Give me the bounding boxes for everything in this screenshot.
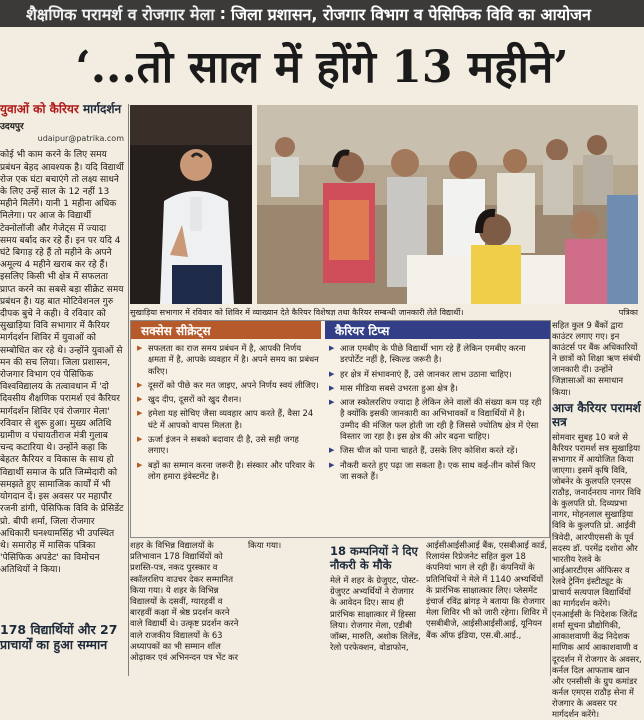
felicitation-text: शहर के विभिन्न विद्यालयों के प्रतिभावान 178 विद्यार्थियों को प्रशस्ति-पत्र, नकद पुरस्कार व स्कॉलरशिप वाउचर देकर सम्मानित किया गया। ये शहर के विभिन्न विद्यालयों के दसवीं, ग्यारहवीं व बारहवीं कक्षा में श्रेष्ठ प्रदर्शन करने वाले विद्यार्थी थे। उत्कृष्ट प्रदर्शन करने वाले राजकीय विद्यालयों के 63 अध्यापकों का भी सम्मान शॉल ओढ़ाकर एवं अभिनन्दन पत्र भेंट कर xyxy=(130,540,239,663)
column-divider xyxy=(550,320,551,676)
companies-text: मेले में शहर के ग्रेजुएट, पोस्ट-ग्रेजुएट अभ्यर्थियों ने रोजगार के आवेदन दिए। साथ ही प्रारंभिक साक्षात्कार में हिस्सा लिया। रोजगार मेला, एडीबी जॉब्स, मारुति, अशोक लिलेंड, रेलो परफेक्शन, वोडाफोन, xyxy=(330,575,421,653)
list-item: ▶ बड़ों का सम्मान करना जरूरी है। संस्कार और परिवार के लोग हमारा इंवेस्टमेंट है। xyxy=(137,460,319,483)
caption-text: सुखाड़िया सभागार में रविवार को शिविर में व्याख्यान देते कैरियर विशेषज्ञ तथा कैरियर सम्बन्धी जानकारी लेते विद्यार्थी। xyxy=(130,307,464,317)
list-item: ▶ जिस चीज को पाना चाहते हैं, उसके लिए कोशिश करते रहें। xyxy=(329,445,545,456)
list-item: ▶ सफलता का राज समय प्रबंधन में है, आपकी निर्णय क्षमता में है, आपके व्यवहार में है। अपने समय का प्रबंधन करिए। xyxy=(137,343,319,377)
banner-event-title: शैक्षणिक परामर्श व रोजगार मेला xyxy=(26,4,215,24)
headline: ‘...तो साल में होंगे 13 महीने’ xyxy=(75,42,569,93)
list-item: ▶ मास मीडिया सबसे उभरता हुआ क्षेत्र है। xyxy=(329,383,545,394)
students-photo-illustration xyxy=(257,105,638,304)
kicker-rest: मार्गदर्शन xyxy=(82,102,122,116)
banner-separator: : xyxy=(219,4,226,23)
list-item: ▶ ऊर्जा इंजन ने सबको बदावार दी है, उसे सही जगह लगाए। xyxy=(137,434,319,457)
speaker-photo-illustration xyxy=(130,105,252,304)
dateline: उदयपुर xyxy=(0,122,24,132)
list-item: ▶ हमेशा यह सोचिए जैसा व्यवहार आप करते हैं, वैसा 24 घंटे में आपको वापस मिलता है। xyxy=(137,408,319,431)
tips-box xyxy=(130,320,550,538)
career-tips-heading: कैरियर टिप्स xyxy=(325,321,551,339)
counselling-session-subheading: आज कैरियर परामर्श सत्र xyxy=(552,400,641,429)
list-item: ▶ हर क्षेत्र में संभावनाएं हैं, उसे जानकर लाभ उठाना चाहिए। xyxy=(329,369,545,380)
reporter-email: udaipur@patrika.com xyxy=(37,134,124,144)
lead-article-column xyxy=(0,102,128,676)
photo-caption xyxy=(130,306,638,318)
kicker-highlight: युवाओं को कैरियर xyxy=(0,102,79,116)
list-item: ▶ आज एमबीए के पीछे विद्यार्थी भाग रहे हैं लेकिन एमबीए करना डरपोर्टेंट नहीं है, स्किल्ड जरूरी है। xyxy=(329,343,545,366)
lead-article-body: कोई भी काम करने के लिए समय प्रबंधन बेहद आवश्यक है। यदि विद्यार्थी रोज एक घंटा बचाएंगे तो लक्ष्य साधने के लिए उन्हें साल के 12 नहीं 13 महीने मिलेंगे। यानी 1 महीना अधिक मिलेगा। पर आज के विद्यार्थी टेक्नोलॉजी और गेजेट्स में ज्यादा समय बर्बाद कर रहे हैं। इन पर यदि 4 घंटे बिगाड़ रहे हैं तो महीने के अपने अमूल्य 4 महीने खराब कर रहे हैं। इसलिए किसी भी क्षेत्र में सफलता प्राप्त करने का सबसे बड़ा सीक्रेट समय प्रबंधन है। यह बात मोटिवेशनल गुरु दीपक बुचे ने कही। वे रविवार को सुखाड़िया विवि सभागार में कैरियर मार्गदर्शन शिविर में युवाओं को सम्बोधित कर रहे थे। उन्होंने युवाओं से मन की सच लिया। जिला प्रशासन, रोजगार विभाग एवं पेसिफिक विश्वविद्यालय के तत्वावधान में 'दो दिवसीय शैक्षणिक परामर्श एवं कैरियर मार्गदर्शन शिविर एवं रोजगार मेला' रविवार से शुरू हुआ। मुख्य अतिथि ग्रामीण व पंचायतीराज मंत्री गुलाब चन्द कटारिया थे। उन्होंने कहा कि बेहतर कैरियर व विकास के साथ हो विद्यार्थी समाज के प्रति जिम्मेदारी को समझते हुए सामाजिक कार्यों में भी योगदान दें। इस अवसर पर महापौर रजनी डांगी, पेसिफिक विवि के प्रेसिडेंट प्रो. बीपी शर्मा, जिला रोजगार अधिकारी घनश्यामसिंह भी उपस्थित थे। समारोह में मासिक पत्रिका 'पेसिफिक अपडेट' का विमोचन अतिथियों ने किया। xyxy=(0,150,124,576)
bank-counters-text: सहित कुल 9 बैंकों द्वारा काउंटर लगाए गए। इन काउंटर्स पर बैंक अधिकारियों ने छात्रों को शिक्षा ऋण संबंधी जानकारी दी। उन्होंने जिज्ञासाओं का समाधान किया। xyxy=(552,320,641,397)
felicitation-text-end: किया गया। xyxy=(248,540,282,550)
companies-text-continued: आईसीआईसीआई बैंक, एसबीआई कार्ड, रिलायंस रिप्रेजनेट सहित कुल 18 कंपनियां भाग ले रही हैं। कंपनियों के प्रतिनिधियों ने मेले में 1140 अभ्यर्थियों के प्रारंभिक साक्षात्कार लिए। प्लेसमेंट इंचार्ज रविंद्र ब्रांगड़ ने बताया कि रोजगार मेला शिविर भी को जारी रहेगा। शिविर में एसबीबीजे, आईसीआईसीआई, यूनियन बैंक ऑफ इंडिया, एस.बी.आई., xyxy=(426,540,548,640)
list-item: ▶ आज स्कोलरशिप ज्यादा है लेकिन लेने वालों की संख्या कम पड़ रही है क्योंकि इसकी जानकारी का अभिभावकों व विद्यार्थियों में है। उम्मीद की मंजिल फल होती जा रही है जिससे ज्योतिष क्षेत्र में ऐसा विस्तार जा रहा है। इस क्षेत्र की ओर बढ़ना चाहिए। xyxy=(329,397,545,442)
success-secrets-heading: सक्सेस सीक्रेट्स xyxy=(131,321,321,339)
column-divider xyxy=(128,104,129,676)
speaker-photo xyxy=(130,105,252,304)
photo-strip xyxy=(130,105,638,304)
banner-organizers: जिला प्रशासन, रोजगार विभाग व पेसिफिक विवि का आयोजन xyxy=(230,4,591,24)
list-item: ▶ दूसरों को पीछे कर मत जाइए, अपने निर्णय स्वयं लीजिए। xyxy=(137,380,319,391)
right-article-column xyxy=(552,320,642,719)
kicker-title xyxy=(0,102,124,117)
counselling-session-body: सोमवार सुबह 10 बजे से कैरियर परामर्श सत्र सुखाड़िया सभागार में आयोजित किया जाएगा। इसमें कृषि विवि, जोबनेर के कुलपति एनएस राठौड़, जनार्दनराय नागर विवि के कुलपति प्रो. दिव्यप्रभा नागर, मोहनलाल सुखाड़िया विवि के कुलपति प्रो. आईवी त्रिवेदी, आरपीएससी के पूर्व सदस्य डॉ. परमेंद्र दशोरा और भारतीय रेलवे के आईआरटीएस ऑफिसर व रेलवे ट्रेनिंग इंस्टीट्यूट के प्राचार्य सत्यपाल विद्यार्थियों का मार्गदर्शन करेंगे। एनआईसी के निदेशक जितेंद्र शर्मा सूचना प्रौद्योगिकी, आकाशवाणी केंद्र निदेशक माणिक आर्य आकाशवाणी व दूरदर्शन में रोजगार के अवसर, कर्नल दिल आफताब खान और एनसीसी के ग्रुप कमांडर कर्नल एमएस राठौड़ सेना में रोजगार के अवसर पर मार्गदर्शन करेंगे। xyxy=(552,431,642,719)
students-photo xyxy=(257,105,638,304)
header-banner xyxy=(0,0,644,27)
list-item: ▶ नौकरी करते हुए पढ़ा जा सकता है। एक साथ कई-तीन कोर्स किए जा सकते हैं। xyxy=(329,460,545,483)
felicitation-subheading: 178 विद्यार्थियों और 27 प्राचार्यों का हुआ सम्मान xyxy=(0,622,118,652)
photo-credit: पत्रिका xyxy=(618,307,638,317)
success-secrets-list xyxy=(137,343,319,485)
career-tips-list xyxy=(329,343,545,485)
companies-column xyxy=(330,544,422,680)
companies-subheading: 18 कम्पनियों ने दिए नौकरी के मौके xyxy=(330,544,418,572)
list-item: ▶ खुद दीप, दूसरों को खुद रौशन। xyxy=(137,394,319,405)
